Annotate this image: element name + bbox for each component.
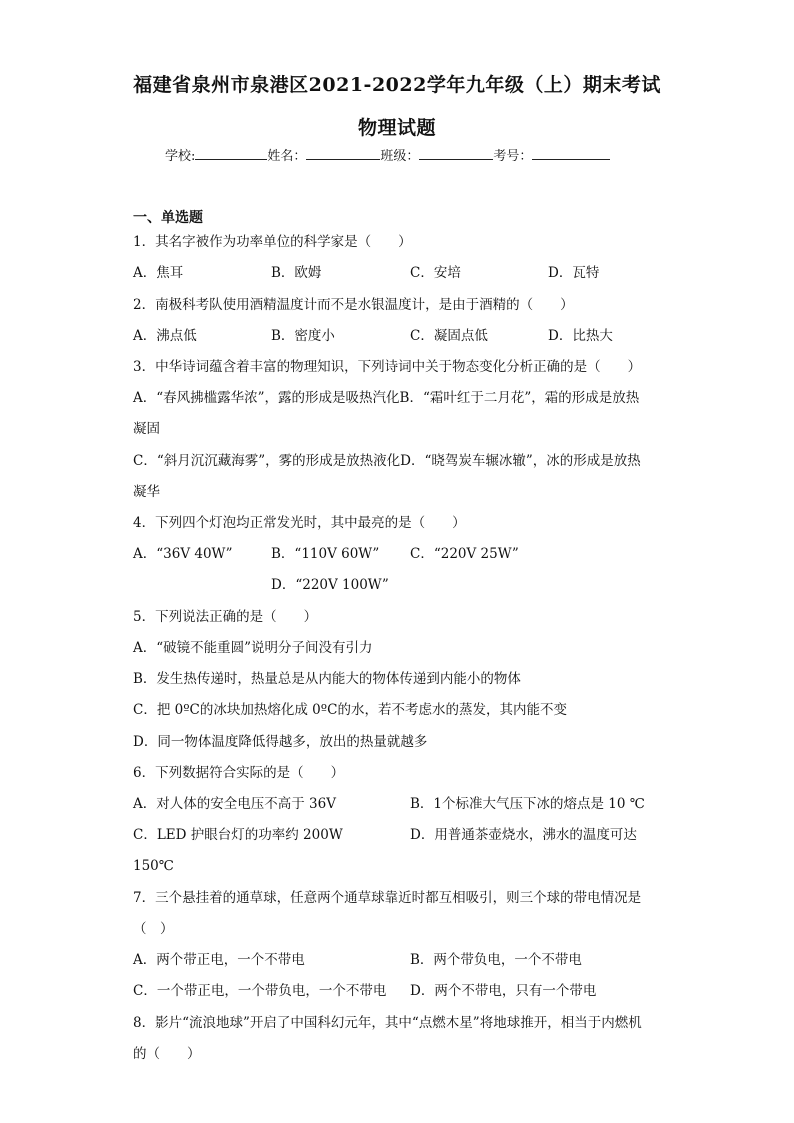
q7-stem-cont: （ ） <box>133 921 174 937</box>
q5-option-a: A．“破镜不能重圆”说明分子间没有引力 <box>133 640 373 656</box>
school-blank <box>195 147 267 160</box>
number-blank <box>532 147 610 160</box>
q5-option-c: C．把 0ºC的冰块加热熔化成 0ºC的水，若不考虑水的蒸发，其内能不变 <box>133 702 567 718</box>
q6-option-d-cont: 150℃ <box>133 858 174 874</box>
q7-option-c: C．一个带正电，一个带负电，一个不带电 <box>133 983 387 999</box>
q1-option-b: B．欧姆 <box>271 265 322 281</box>
q6-option-c: C．LED 护眼台灯的功率约 200W <box>133 827 343 843</box>
q6-option-d: D．用普通茶壶烧水，沸水的温度可达 <box>410 827 637 843</box>
q4-option-d: D．“220V 100W” <box>271 577 389 593</box>
q1-option-a: A．焦耳 <box>133 265 184 281</box>
q8-stem-cont: 的（ ） <box>133 1046 201 1062</box>
q8-stem: 8．影片“流浪地球”开启了中国科幻元年，其中“点燃木星”将地球推开，相当于内燃机 <box>133 1015 642 1031</box>
class-label: 班级： <box>380 149 420 164</box>
name-blank <box>306 147 380 160</box>
school-label: 学校: <box>165 149 196 164</box>
name-label: 姓名： <box>267 149 307 164</box>
exam-title: 福建省泉州市泉港区2021-2022学年九年级（上）期末考试 <box>133 74 661 96</box>
q1-option-d: D．瓦特 <box>548 265 600 281</box>
q1-option-c: C．安培 <box>410 265 461 281</box>
q1-stem: 1．其名字被作为功率单位的科学家是（ ） <box>133 234 412 250</box>
q5-option-d: D．同一物体温度降低得越多，放出的热量就越多 <box>133 734 428 750</box>
q4-option-a: A．“36V 40W” <box>133 546 233 562</box>
q2-option-d: D．比热大 <box>548 328 613 344</box>
q4-option-c: C．“220V 25W” <box>410 546 519 562</box>
q3-options-ab: A．“春风拂槛露华浓”，露的形成是吸热汽化B．“霜叶红于二月花”，霜的形成是放热 <box>133 390 640 406</box>
q7-stem: 7．三个悬挂着的通草球，任意两个通草球靠近时都互相吸引，则三个球的带电情况是 <box>133 890 642 906</box>
q6-stem: 6．下列数据符合实际的是（ ） <box>133 765 345 781</box>
q3-options-ab-cont: 凝固 <box>133 421 160 437</box>
student-info-line <box>165 145 610 164</box>
section-heading: 一、单选题 <box>133 210 203 226</box>
q2-option-c: C．凝固点低 <box>410 328 488 344</box>
q7-option-d: D．两个不带电，只有一个带电 <box>410 983 597 999</box>
q2-option-b: B．密度小 <box>271 328 335 344</box>
q3-stem: 3．中华诗词蕴含着丰富的物理知识，下列诗词中关于物态变化分析正确的是（ ） <box>133 359 642 375</box>
q7-option-a: A．两个带正电，一个不带电 <box>133 952 305 968</box>
q4-stem: 4．下列四个灯泡均正常发光时，其中最亮的是（ ） <box>133 515 466 531</box>
q5-stem: 5．下列说法正确的是（ ） <box>133 609 318 625</box>
q5-option-b: B．发生热传递时，热量总是从内能大的物体传递到内能小的物体 <box>133 671 521 687</box>
q6-option-b: B．1个标准大气压下冰的熔点是 10 ℃ <box>410 796 645 812</box>
class-blank <box>419 147 493 160</box>
q7-option-b: B．两个带负电，一个不带电 <box>410 952 582 968</box>
q4-option-b: B．“110V 60W” <box>271 546 380 562</box>
q2-stem: 2．南极科考队使用酒精温度计而不是水银温度计，是由于酒精的（ ） <box>133 297 574 313</box>
q3-options-cd: C．“斜月沉沉藏海雾”，雾的形成是放热液化D．“晓驾炭车辗冰辙”，冰的形成是放热 <box>133 453 641 469</box>
q3-options-cd-cont: 凝华 <box>133 484 160 500</box>
q2-option-a: A．沸点低 <box>133 328 197 344</box>
exam-subtitle: 物理试题 <box>357 117 436 139</box>
number-label: 考号： <box>493 149 533 164</box>
q6-option-a: A．对人体的安全电压不高于 36V <box>133 796 336 812</box>
